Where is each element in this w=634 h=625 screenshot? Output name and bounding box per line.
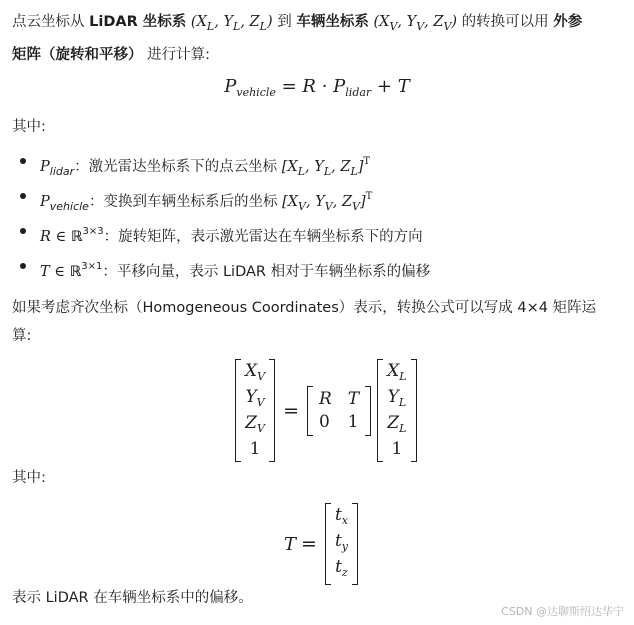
list-item: $P_{lidar}$：激光雷达坐标系下的点云坐标 [$X_L$, $Y_L$, $Z_L]^T$ (0, 144, 430, 179)
vehicle-frame-label: 车辆坐标系 (296, 14, 369, 30)
where-label-2: 其中: (12, 470, 46, 486)
list-item: T ∈ ℝ$^{3\times 1}$：平移向量，表示 LiDAR 相对于车辆坐标系的偏移 (0, 249, 430, 284)
transform-matrix: R T 0 1 (307, 386, 371, 436)
method-label: 矩阵（旋转和平移） (12, 47, 143, 63)
lidar-vector: $X_L$ $Y_L$ $Z_L$ 1 (377, 359, 416, 462)
list-item: R ∈ ℝ$^{3\times 3}$：旋转矩阵，表示激光雷达在车辆坐标系下的方向 (0, 214, 430, 249)
homogeneous-matrix-equation: $X_V$ $Y_V$ $Z_V$ 1 = R T 0 1 $X_L$ $Y_L$ $Z_L$ 1 (232, 359, 420, 462)
translation-vector-equation: T = $t_x$ $t_y$ $t_z$ (284, 503, 361, 585)
conclusion-text: 表示 LiDAR 在车辆坐标系中的偏移。 (12, 590, 253, 606)
translation-vector: $t_x$ $t_y$ $t_z$ (325, 503, 358, 585)
homogeneous-paragraph: 如果考虑齐次坐标（Homogeneous Coordinates）表示，转换公式可以写成 4×4 矩阵运 算: (12, 300, 597, 344)
bullet-icon (20, 228, 26, 234)
intro-paragraph: 点云坐标从 LiDAR 坐标系 ($X_L$, $Y_L$, $Z_L$) 到 车辆坐标系 ($X_V$, $Y_V$, $Z_V$) 的转换可以用 外参 矩阵（旋转和平移） 进行计算: (12, 14, 583, 63)
bullet-icon (20, 158, 26, 164)
main-formula: $P_{vehicle} = R \cdot P_{lidar} + T$ (224, 76, 410, 99)
bullet-icon (20, 263, 26, 269)
definition-list (0, 144, 430, 284)
where-label-1: 其中: (12, 119, 46, 135)
bullet-icon (20, 193, 26, 199)
lidar-frame-label: LiDAR 坐标系 (89, 14, 187, 30)
vehicle-coord-tuple: ($X_V$, $Y_V$, $Z_V$) (373, 14, 458, 33)
watermark: CSDN @达聊斯绍达华宁 (501, 605, 624, 618)
vehicle-vector: $X_V$ $Y_V$ $Z_V$ 1 (235, 359, 275, 462)
lidar-coord-tuple: ($X_L$, $Y_L$, $Z_L$) (190, 14, 273, 33)
list-item: $P_{vehicle}$：变换到车辆坐标系后的坐标 [$X_V$, $Y_V$, $Z_V]^T$ (0, 179, 430, 214)
